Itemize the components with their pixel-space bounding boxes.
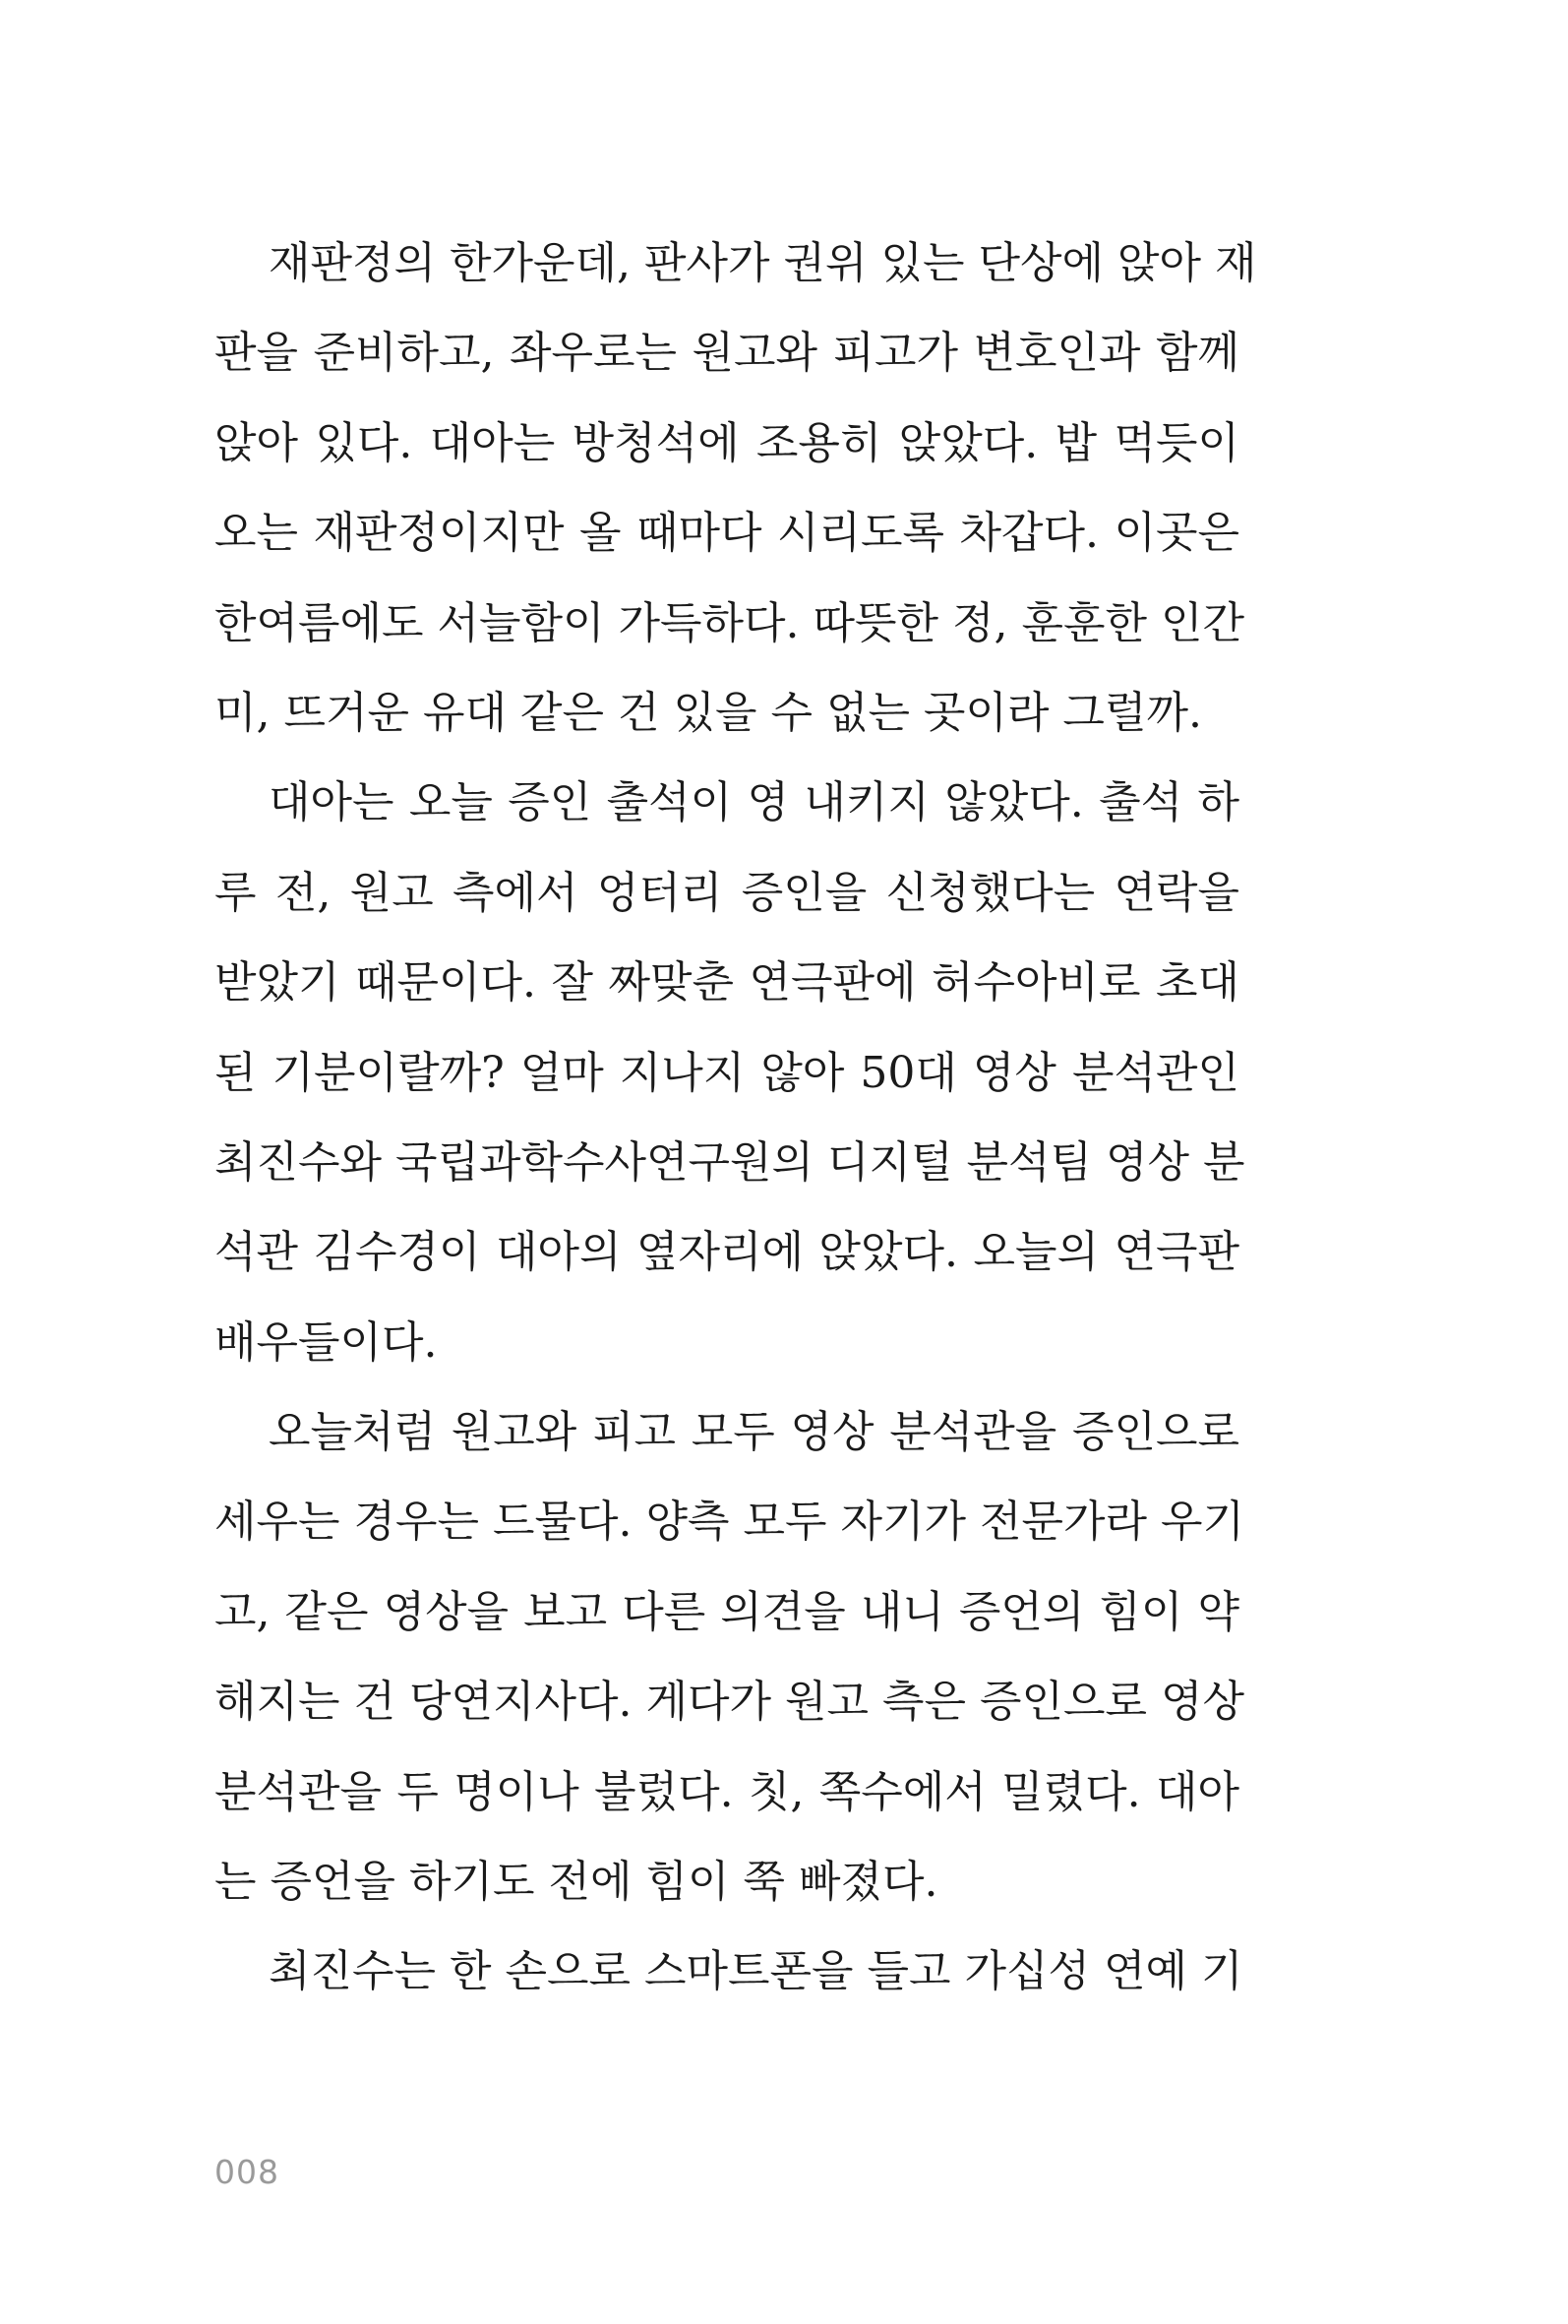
text-line: 석관 김수경이 대아의 옆자리에 앉았다. 오늘의 연극판: [214, 1227, 1239, 1278]
text-line: 미, 뜨거운 유대 같은 건 있을 수 없는 곳이라 그럴까.: [214, 687, 1202, 738]
text-line: 한여름에도 서늘함이 가득하다. 따뜻한 정, 훈훈한 인간: [214, 597, 1244, 648]
text-line: 받았기 때문이다. 잘 짜맞춘 연극판에 허수아비로 초대: [214, 957, 1239, 1009]
text-line: 재판정의 한가운데, 판사가 권위 있는 단상에 앉아 재: [269, 238, 1257, 288]
text-line: 앉아 있다. 대아는 방청석에 조용히 앉았다. 밥 먹듯이: [214, 417, 1239, 468]
text-line: 는 증언을 하기도 전에 힘이 쭉 빠졌다.: [214, 1857, 938, 1908]
text-line: 오늘처럼 원고와 피고 모두 영상 분석관을 증인으로: [269, 1407, 1239, 1458]
text-line: 배우들이다.: [214, 1316, 438, 1368]
text-line: 오는 재판정이지만 올 때마다 시리도록 차갑다. 이곳은: [214, 508, 1239, 559]
page-number: 008: [214, 2153, 279, 2191]
text-line: 고, 같은 영상을 보고 다른 의견을 내니 증언의 힘이 약: [214, 1586, 1239, 1637]
text-line: 최진수와 국립과학수사연구원의 디지털 분석팀 영상 분: [214, 1136, 1245, 1188]
text-line: 대아는 오늘 증인 출석이 영 내키지 않았다. 출석 하: [269, 777, 1239, 828]
text-line: 세우는 경우는 드물다. 양측 모두 자기가 전문가라 우기: [214, 1497, 1244, 1548]
body-text: [214, 218, 1257, 2017]
text-line: 된 기분이랄까? 얼마 지나지 않아 50대 영상 분석관인: [214, 1047, 1239, 1098]
text-line: 최진수는 한 손으로 스마트폰을 들고 가십성 연예 기: [269, 1946, 1243, 1997]
text-line: 판을 준비하고, 좌우로는 원고와 피고가 변호인과 함께: [214, 328, 1239, 379]
text-line: 해지는 건 당연지사다. 게다가 원고 측은 증인으로 영상: [214, 1677, 1244, 1728]
text-line: 분석관을 두 명이나 불렀다. 칫, 쪽수에서 밀렸다. 대아: [214, 1766, 1239, 1817]
text-line: 루 전, 원고 측에서 엉터리 증인을 신청했다는 연락을: [214, 867, 1239, 918]
